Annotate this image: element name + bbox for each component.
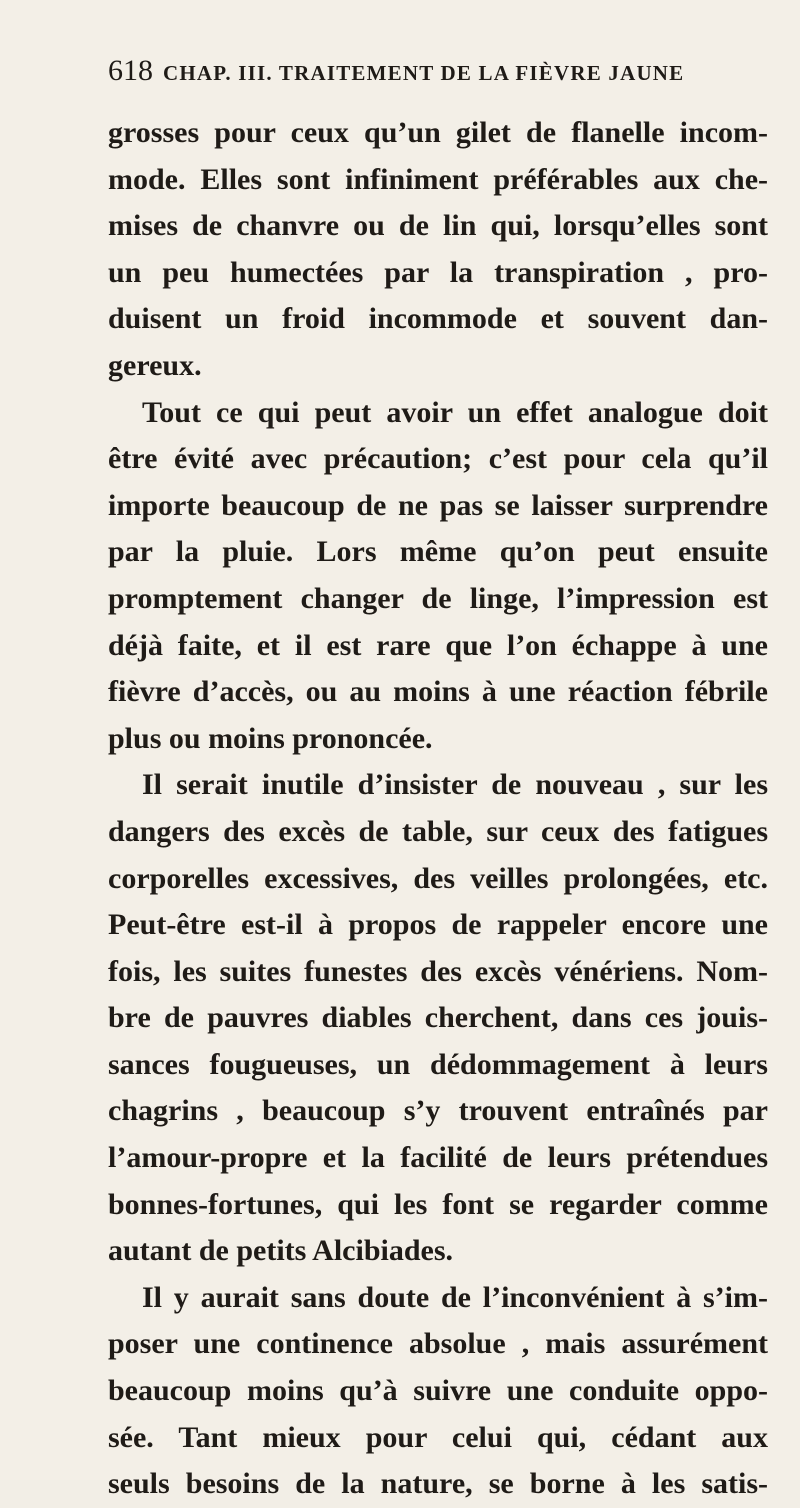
text-line: Il serait inutile d’insister de nouveau , sur les <box>142 768 768 802</box>
text-line: chagrins , beaucoup s’y trouvent entraînés par <box>108 1094 768 1128</box>
chapter-heading: CHAP. III. TRAITEMENT DE LA FIÈVRE JAUNE <box>163 61 685 85</box>
text-line: un peu humectées par la transpiration , pro- <box>108 255 768 289</box>
text-line: déjà faite, et il est rare que l’on échappe à une <box>108 628 768 662</box>
text-line: l’amour-propre et la facilité de leurs prétendues <box>108 1141 768 1175</box>
page-number: 618 <box>108 54 153 87</box>
text-line: bonnes-fortunes, qui les font se regarder comme <box>108 1187 768 1221</box>
text-line: beaucoup moins qu’à suivre une conduite oppo- <box>108 1374 768 1408</box>
text-line: Il y aurait sans doute de l’inconvénient à s’im- <box>142 1280 768 1314</box>
text-line: seuls besoins de la nature, se borne à les satis- <box>108 1467 768 1501</box>
text-line: poser une continence absolue , mais assurément <box>108 1327 768 1361</box>
text-line: gereux. <box>108 348 202 382</box>
text-line: bre de pauvres diables cherchent, dans ces jouis- <box>108 1001 768 1035</box>
text-line: importe beaucoup de ne pas se laisser surprendre <box>108 488 768 522</box>
text-line: duisent un froid incommode et souvent dan- <box>108 302 768 336</box>
running-head <box>108 54 748 94</box>
text-line: par la pluie. Lors même qu’on peut ensuite <box>108 535 768 569</box>
body-text <box>108 110 768 1508</box>
text-line: dangers des excès de table, sur ceux des fatigues <box>108 814 768 848</box>
text-line: fois, les suites funestes des excès vénériens. Nom- <box>108 954 768 988</box>
text-line: Tout ce qui peut avoir un effet analogue doit <box>142 395 768 429</box>
text-line: fièvre d’accès, ou au moins à une réaction fébrile <box>108 675 768 709</box>
text-line: autant de petits Alcibiades. <box>108 1234 454 1268</box>
text-line: grosses pour ceux qu’un gilet de flanelle incom- <box>108 116 768 149</box>
text-line: sée. Tant mieux pour celui qui, cédant aux <box>108 1420 768 1454</box>
text-line: Peut-être est-il à propos de rappeler encore une <box>108 908 768 942</box>
text-line: mode. Elles sont infiniment préférables aux che- <box>108 162 768 196</box>
text-line: sances fougueuses, un dédommagement à leurs <box>108 1047 768 1081</box>
text-line: plus ou moins prononcée. <box>108 721 433 755</box>
text-line: être évité avec précaution; c’est pour cela qu’il <box>108 442 768 476</box>
text-line: mises de chanvre ou de lin qui, lorsqu’elles sont <box>108 209 768 243</box>
text-line: corporelles excessives, des veilles prolongées, etc. <box>108 861 768 895</box>
text-line: promptement changer de linge, l’impression est <box>108 581 768 615</box>
